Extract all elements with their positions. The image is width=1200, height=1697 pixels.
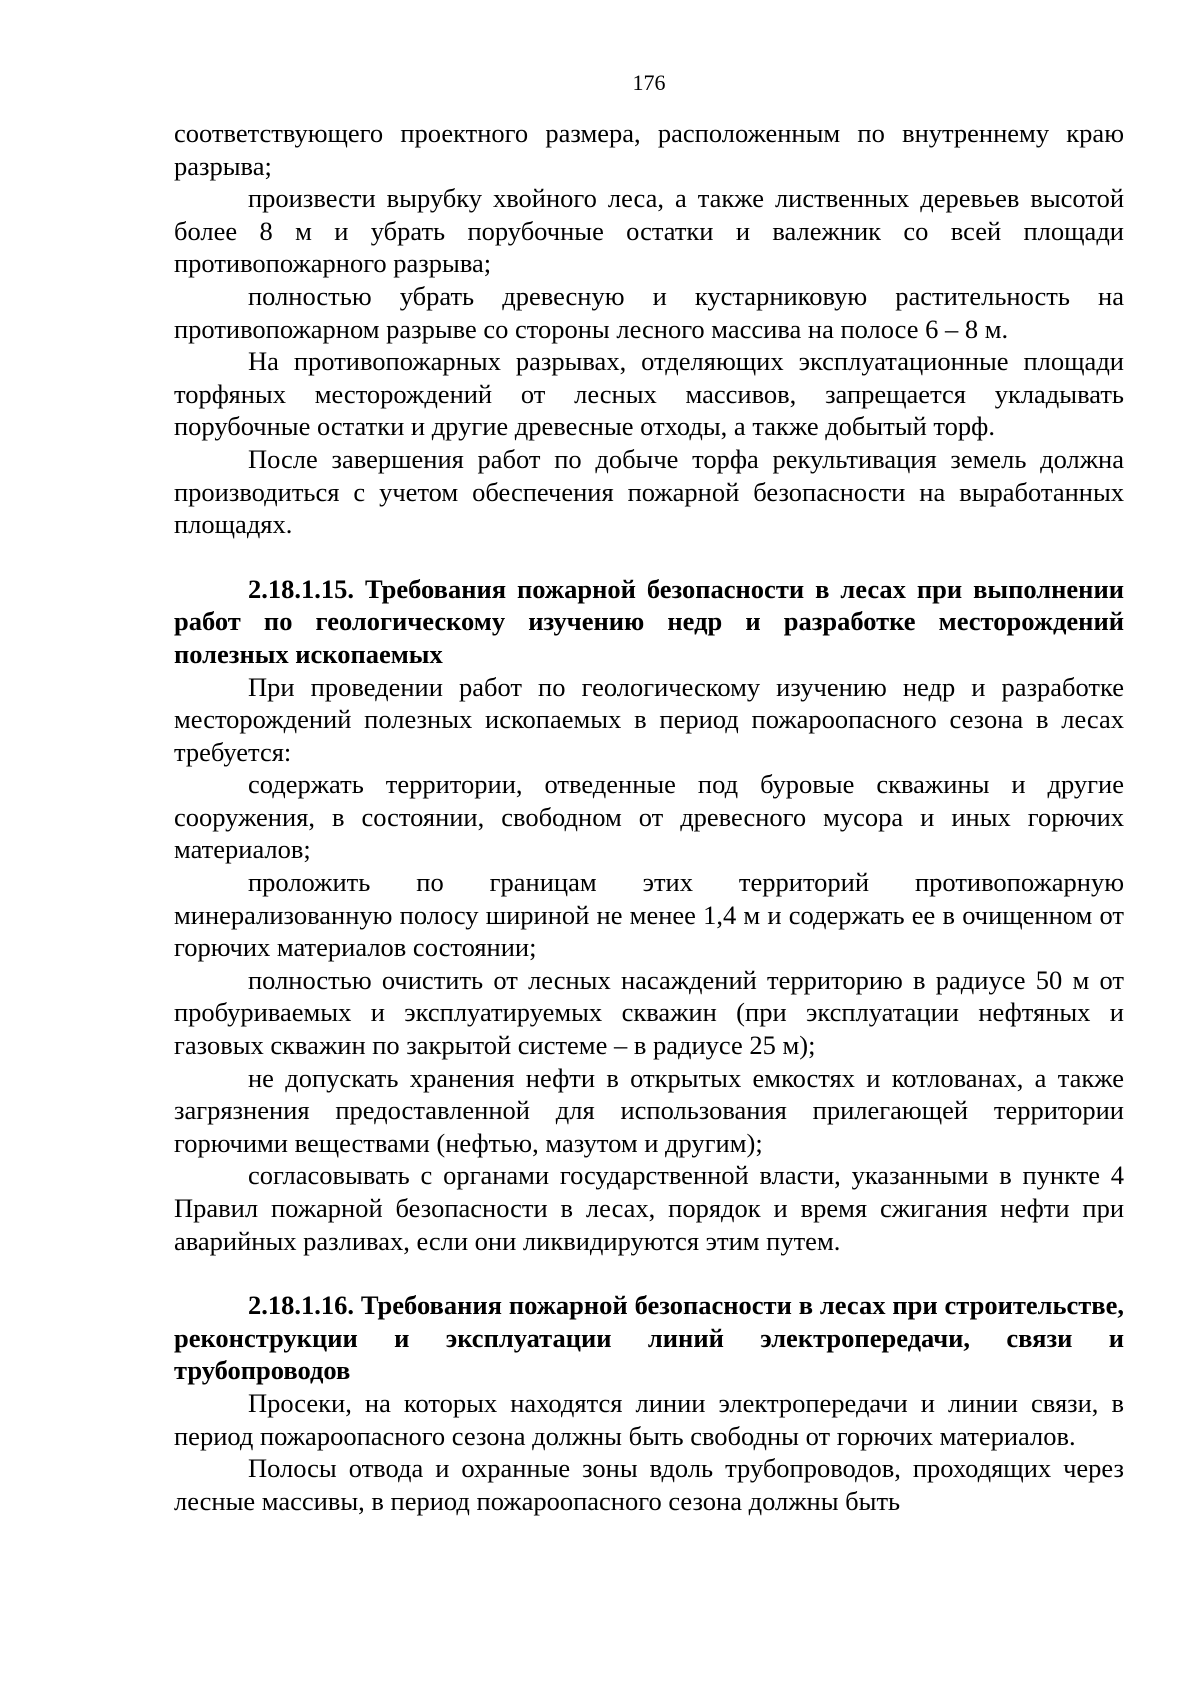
paragraph: проложить по границам этих территорий противопожарную минерализованную полосу шириной не менее 1,4 м и содержать ее в очищенном от горючих материалов состоянии; [174, 867, 1124, 963]
section-spacer [174, 541, 1124, 573]
document-body [174, 117, 1124, 1517]
paragraph: Полосы отвода и охранные зоны вдоль трубопроводов, проходящих через лесные массивы, в период пожароопасного сезона должны быть [174, 1453, 1124, 1516]
paragraph: При проведении работ по геологическому изучению недр и разработке месторождений полезных ископаемых в период пожароопасного сезона в лесах требуется: [174, 671, 1124, 767]
paragraph: не допускать хранения нефти в открытых емкостях и котлованах, а также загрязнения предоставленной для использования прилегающей территории горючими веществами (нефтью, мазутом и другим); [174, 1062, 1124, 1158]
paragraph: Просеки, на которых находятся линии электропередачи и линии связи, в период пожароопасного сезона должны быть свободны от горючих материалов. [174, 1387, 1124, 1451]
section-spacer [174, 1257, 1124, 1289]
paragraph: произвести вырубку хвойного леса, а также лиственных деревьев высотой более 8 м и убрать порубочные остатки и валежник со всей площади противопожарного разрыва; [174, 183, 1124, 279]
paragraph: На противопожарных разрывах, отделяющих эксплуатационные площади торфяных месторождений от лесных массивов, запрещается укладывать порубочные остатки и другие древесные отходы, а также добытый торф. [174, 346, 1124, 442]
page-number: 176 [632, 70, 666, 95]
paragraph: полностью убрать древесную и кустарниковую растительность на противопожарном разрыве со стороны лесного массива на полосе 6 – 8 м. [174, 280, 1124, 344]
paragraph: соответствующего проектного размера, расположенным по внутреннему краю разрыва; [174, 118, 1124, 181]
paragraph: После завершения работ по добыче торфа рекультивация земель должна производиться с учетом обеспечения пожарной безопасности на выработанных площадях. [174, 443, 1124, 540]
paragraph: полностью очистить от лесных насаждений территорию в радиусе 50 м от пробуриваемых и эксплуатируемых скважин (при эксплуатации нефтяных и газовых скважин по закрытой системе – в радиусе 25 м); [174, 964, 1124, 1061]
paragraph: содержать территории, отведенные под буровые скважины и другие сооружения, в состоянии, свободном от древесного мусора и иных горючих материалов; [174, 769, 1124, 865]
paragraph: согласовывать с органами государственной власти, указанными в пункте 4 Правил пожарной безопасности в лесах, порядок и время сжигания нефти при аварийных разливах, если они ликвидируются этим путем. [174, 1160, 1124, 1256]
section-heading: 2.18.1.16. Требования пожарной безопасности в лесах при строительстве, реконструкции и эксплуатации линий электропередачи, связи и трубопроводов [174, 1290, 1124, 1386]
section-heading: 2.18.1.15. Требования пожарной безопасности в лесах при выполнении работ по геологическому изучению недр и разработке месторождений полезных ископаемых [174, 573, 1124, 669]
